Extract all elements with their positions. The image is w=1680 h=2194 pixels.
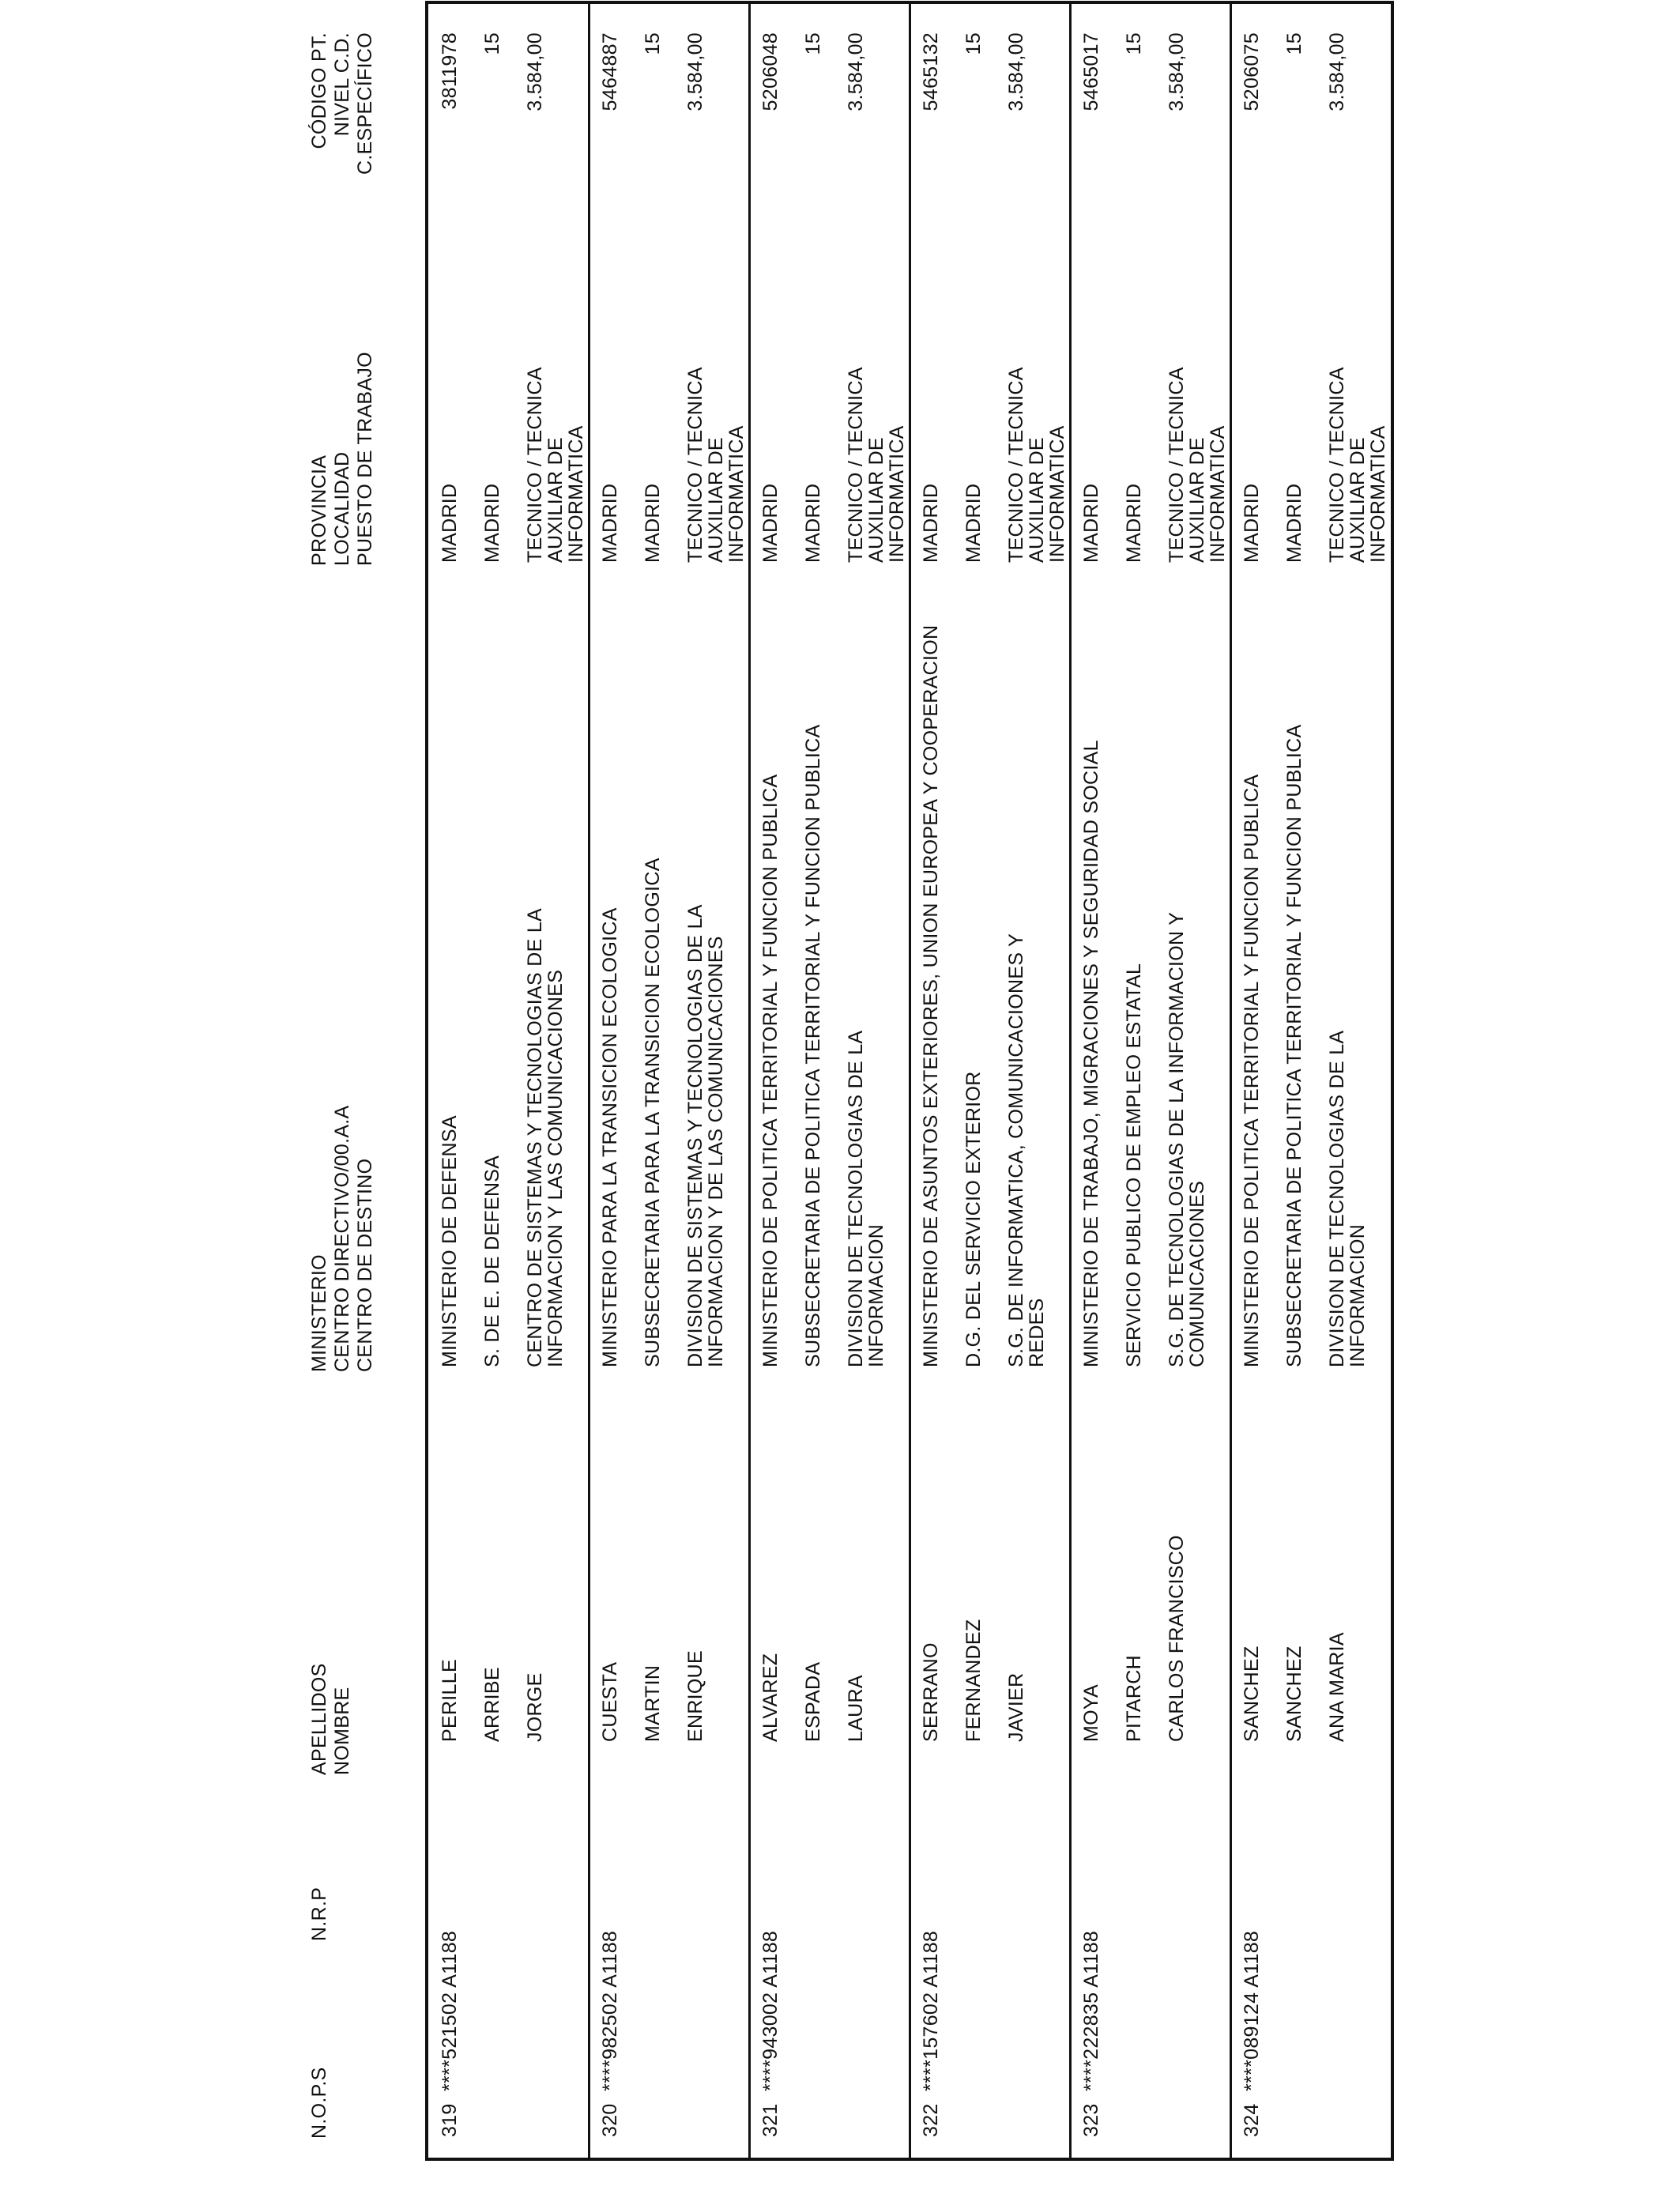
record-puesto: TECNICO / TECNICA AUXILIAR DE INFORMATICA: [524, 368, 587, 563]
record-centro-destino: CENTRO DE SISTEMAS Y TECNOLOGIAS DE LA INFORMACION Y LAS COMUNICACIONES: [524, 909, 567, 1367]
header-apellidos-nombre: [308, 1663, 354, 1775]
record-especifico: 3.584,00: [1166, 32, 1188, 111]
record-nops: 319: [439, 2103, 461, 2137]
record-apellido1: PERILLE: [439, 1659, 461, 1742]
header-nivel-label: NIVEL C.D.: [331, 32, 353, 137]
record-centro-destino: S.G. DE INFORMATICA, COMUNICACIONES Y REDES: [1005, 933, 1048, 1367]
record-provincia: MADRID: [1080, 483, 1102, 563]
record-centro-directivo: SUBSECRETARIA PARA LA TRANSICION ECOLOGICA: [642, 858, 664, 1367]
records-table: [425, 1, 1394, 2161]
header-provincia-puesto: [308, 352, 377, 566]
record-nombre: CARLOS FRANCISCO: [1166, 1535, 1188, 1742]
record-codigo: 3811978: [439, 32, 461, 110]
header-nops: [308, 2067, 331, 2139]
record-codigo: 5465132: [920, 32, 942, 111]
record-row: [910, 4, 1070, 2158]
record-ministerio: MINISTERIO DE TRABAJO, MIGRACIONES Y SEGURIDAD SOCIAL: [1080, 740, 1102, 1367]
record-nombre: ANA MARIA: [1326, 1632, 1348, 1742]
record-nops: 320: [599, 2103, 621, 2137]
header-centro-directivo-label: CENTRO DIRECTIVO/00.A.A: [331, 1105, 353, 1372]
record-nombre: JAVIER: [1005, 1672, 1027, 1742]
record-apellido1: ALVAREZ: [759, 1653, 782, 1742]
record-especifico: 3.584,00: [684, 32, 706, 111]
record-apellido1: CUESTA: [599, 1661, 621, 1742]
record-centro-destino: DIVISION DE TECNOLOGIAS DE LA INFORMACION: [1326, 1031, 1369, 1367]
record-apellido2: ARRIBE: [481, 1667, 503, 1742]
row-separator: [1069, 4, 1072, 2158]
record-codigo: 5206048: [759, 32, 782, 111]
record-nrp: ****089124 A1188: [1241, 1930, 1263, 2091]
record-localidad: MADRID: [1283, 483, 1305, 563]
record-centro-directivo: SUBSECRETARIA DE POLITICA TERRITORIAL Y FUNCION PUBLICA: [802, 724, 824, 1367]
record-nrp: ****157602 A1188: [920, 1930, 942, 2091]
record-apellido1: SANCHEZ: [1241, 1646, 1263, 1742]
record-nivel: 15: [1283, 32, 1305, 55]
record-provincia: MADRID: [1241, 483, 1263, 563]
header-codigo-label: CÓDIGO PT.: [308, 32, 330, 149]
record-centro-destino: DIVISION DE SISTEMAS Y TECNOLOGIAS DE LA INFORMACION Y DE LAS COMUNICACIONES: [684, 905, 727, 1367]
record-nivel: 15: [1123, 32, 1145, 55]
record-ministerio: MINISTERIO DE POLITICA TERRITORIAL Y FUNCION PUBLICA: [1241, 774, 1263, 1367]
record-provincia: MADRID: [599, 483, 621, 563]
record-apellido2: SANCHEZ: [1283, 1646, 1305, 1742]
row-separator: [748, 4, 751, 2158]
record-row: [428, 4, 589, 2158]
record-codigo: 5206075: [1241, 32, 1263, 111]
record-puesto: TECNICO / TECNICA AUXILIAR DE INFORMATICA: [1005, 368, 1068, 563]
header-especifico-label: C.ESPECÍFICO: [354, 32, 376, 175]
record-provincia: MADRID: [920, 483, 942, 563]
record-apellido2: PITARCH: [1123, 1655, 1145, 1742]
record-puesto: TECNICO / TECNICA AUXILIAR DE INFORMATICA: [1326, 368, 1389, 563]
record-nops: 321: [759, 2103, 782, 2137]
record-localidad: MADRID: [962, 483, 985, 563]
record-localidad: MADRID: [802, 483, 824, 563]
row-separator: [909, 4, 911, 2158]
header-nrp-label: N.R.P: [308, 1887, 330, 1941]
record-puesto: TECNICO / TECNICA AUXILIAR DE INFORMATICA: [684, 368, 748, 563]
record-nombre: ENRIQUE: [684, 1649, 706, 1742]
record-apellido1: MOYA: [1080, 1684, 1102, 1742]
record-centro-destino: S.G. DE TECNOLOGIAS DE LA INFORMACION Y COMUNICACIONES: [1166, 912, 1208, 1367]
header-ministerio-label: MINISTERIO: [308, 1254, 330, 1372]
record-ministerio: MINISTERIO DE POLITICA TERRITORIAL Y FUNCION PUBLICA: [759, 774, 782, 1367]
record-especifico: 3.584,00: [524, 32, 546, 111]
record-centro-destino: DIVISION DE TECNOLOGIAS DE LA INFORMACION: [845, 1031, 887, 1367]
record-row: [1070, 4, 1230, 2158]
header-nombre-label: NOMBRE: [331, 1687, 353, 1775]
record-centro-directivo: SUBSECRETARIA DE POLITICA TERRITORIAL Y FUNCION PUBLICA: [1283, 724, 1305, 1367]
record-ministerio: MINISTERIO DE DEFENSA: [439, 1115, 461, 1367]
record-centro-directivo: SERVICIO PUBLICO DE EMPLEO ESTATAL: [1123, 963, 1145, 1367]
header-nrp: [308, 1887, 331, 1941]
record-nrp: ****222835 A1188: [1080, 1930, 1102, 2091]
header-ministerio-centro: [308, 1105, 377, 1372]
header-localidad-label: LOCALIDAD: [331, 451, 353, 566]
record-centro-directivo: S. DE E. DE DEFENSA: [481, 1155, 503, 1367]
record-apellido2: MARTIN: [642, 1664, 664, 1742]
record-row: [1230, 4, 1391, 2158]
record-nops: 323: [1080, 2103, 1102, 2137]
record-apellido2: FERNANDEZ: [962, 1619, 985, 1742]
record-nombre: JORGE: [524, 1672, 546, 1742]
record-nivel: 15: [481, 32, 503, 55]
record-localidad: MADRID: [642, 483, 664, 563]
record-nivel: 15: [642, 32, 664, 55]
header-centro-destino-label: CENTRO DE DESTINO: [354, 1158, 376, 1372]
record-nrp: ****943002 A1188: [759, 1930, 782, 2091]
record-centro-directivo: D.G. DEL SERVICIO EXTERIOR: [962, 1071, 985, 1367]
header-codigo-nivel-especifico: [308, 32, 377, 194]
record-especifico: 3.584,00: [1326, 32, 1348, 111]
record-ministerio: MINISTERIO DE ASUNTOS EXTERIORES, UNION EUROPEA Y COOPERACION: [920, 624, 942, 1367]
record-codigo: 5465017: [1080, 32, 1102, 111]
record-apellido1: SERRANO: [920, 1642, 942, 1742]
record-especifico: 3.584,00: [845, 32, 867, 111]
record-nops: 324: [1241, 2103, 1263, 2137]
record-ministerio: MINISTERIO PARA LA TRANSICION ECOLOGICA: [599, 907, 621, 1367]
record-codigo: 5464887: [599, 32, 621, 111]
record-nops: 322: [920, 2103, 942, 2137]
record-localidad: MADRID: [1123, 483, 1145, 563]
record-nivel: 15: [962, 32, 985, 55]
record-provincia: MADRID: [759, 483, 782, 563]
header-puesto-label: PUESTO DE TRABAJO: [354, 352, 376, 566]
record-nrp: ****521502 A1188: [439, 1930, 461, 2091]
record-row: [749, 4, 910, 2158]
header-apellidos-label: APELLIDOS: [308, 1663, 330, 1775]
record-nrp: ****982502 A1188: [599, 1930, 621, 2091]
record-provincia: MADRID: [439, 483, 461, 563]
record-apellido2: ESPADA: [802, 1661, 824, 1742]
header-provincia-label: PROVINCIA: [308, 454, 330, 566]
record-row: [589, 4, 749, 2158]
record-localidad: MADRID: [481, 483, 503, 563]
header-nops-label: N.O.P.S: [308, 2067, 330, 2139]
record-especifico: 3.584,00: [1005, 32, 1027, 111]
row-separator: [1230, 4, 1232, 2158]
record-puesto: TECNICO / TECNICA AUXILIAR DE INFORMATICA: [1166, 368, 1229, 563]
record-nombre: LAURA: [845, 1675, 867, 1742]
row-separator: [588, 4, 590, 2158]
record-puesto: TECNICO / TECNICA AUXILIAR DE INFORMATICA: [845, 368, 908, 563]
record-nivel: 15: [802, 32, 824, 55]
